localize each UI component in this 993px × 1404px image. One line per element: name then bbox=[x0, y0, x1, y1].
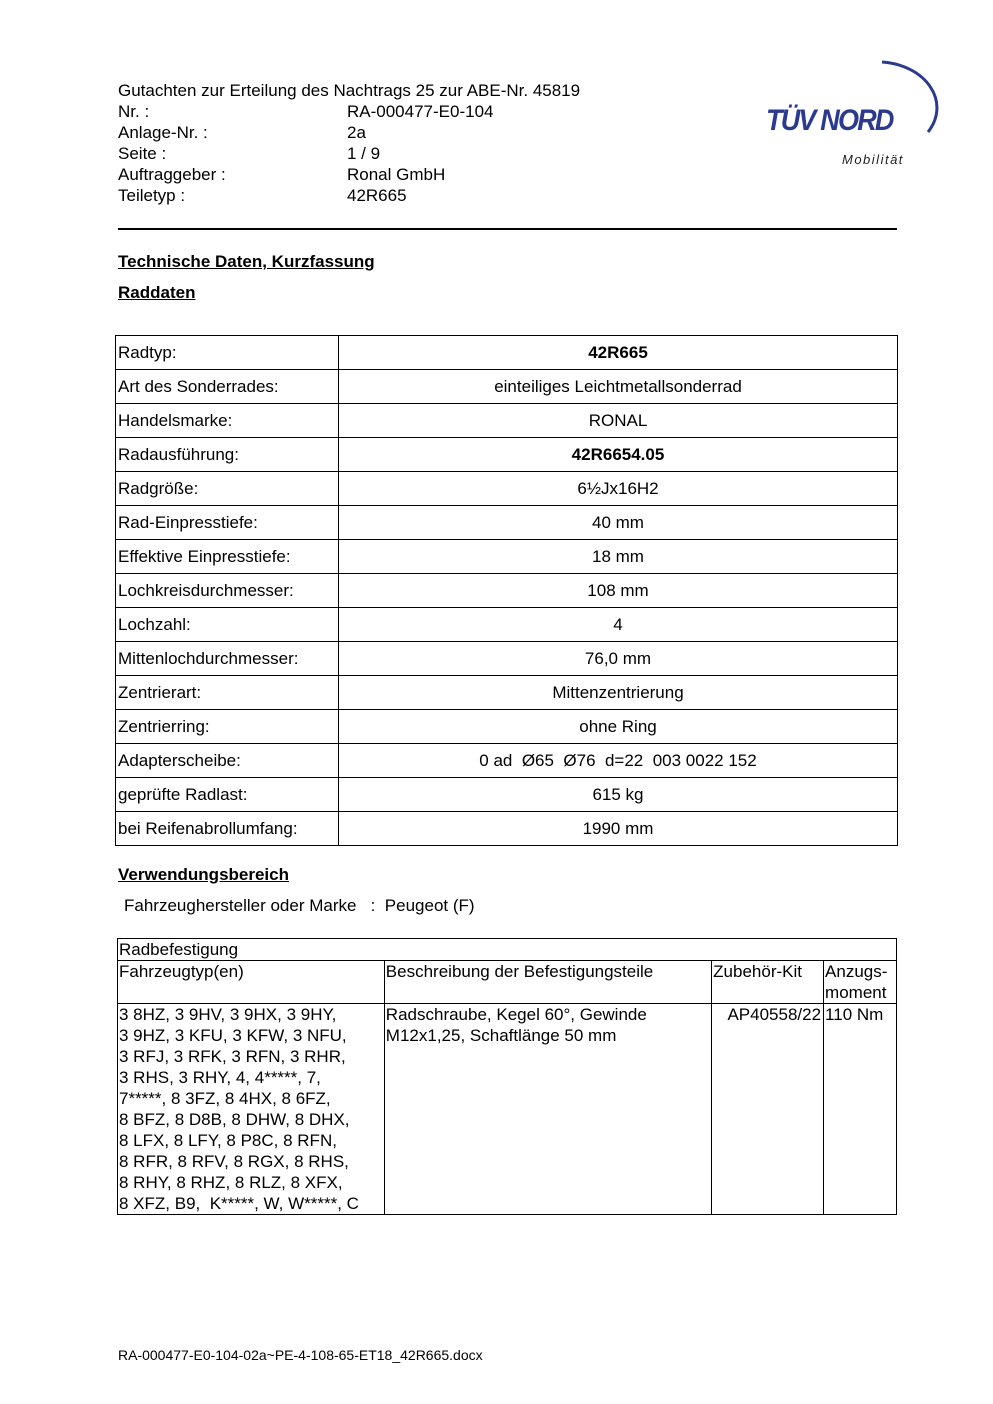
row-value: RONAL bbox=[339, 404, 898, 438]
row-value: 108 mm bbox=[339, 574, 898, 608]
wheel-data-table bbox=[115, 335, 898, 846]
vehicle-type-line: 3 RHS, 3 RHY, 4, 4*****, 7, bbox=[119, 1068, 321, 1087]
table-row bbox=[116, 336, 898, 370]
header-value: 42R665 bbox=[347, 186, 407, 205]
section-heading-tech: Technische Daten, Kurzfassung bbox=[118, 252, 375, 271]
vehicle-type-line: 8 RHY, 8 RHZ, 8 RLZ, 8 XFX, bbox=[119, 1173, 343, 1192]
tuev-nord-logo bbox=[760, 56, 940, 172]
table-row bbox=[116, 812, 898, 846]
table-row bbox=[116, 710, 898, 744]
row-label: Rad-Einpresstiefe: bbox=[116, 506, 339, 540]
table-header-row bbox=[118, 961, 897, 1004]
row-label: Lochkreisdurchmesser: bbox=[116, 574, 339, 608]
footer-filename: RA-000477-E0-104-02a~PE-4-108-65-ET18_42R665.docx bbox=[118, 1347, 483, 1363]
table-row bbox=[116, 506, 898, 540]
row-label: Mittenlochdurchmesser: bbox=[116, 642, 339, 676]
table-row bbox=[116, 744, 898, 778]
kit-cell: AP40558/22 bbox=[712, 1004, 824, 1215]
table-row bbox=[116, 540, 898, 574]
table-row bbox=[116, 370, 898, 404]
document-header bbox=[118, 80, 580, 206]
manufacturer-label: Fahrzeughersteller oder Marke bbox=[124, 896, 357, 915]
description-cell bbox=[384, 1004, 711, 1215]
vehicle-type-line: 8 RFR, 8 RFV, 8 RGX, 8 RHS, bbox=[119, 1152, 349, 1171]
table-row bbox=[116, 642, 898, 676]
manufacturer-line: Fahrzeughersteller oder Marke : Peugeot (F) bbox=[124, 896, 475, 915]
table-row bbox=[116, 472, 898, 506]
header-divider bbox=[118, 228, 897, 230]
description-line: M12x1,25, Schaftlänge 50 mm bbox=[385, 1026, 617, 1045]
row-label: Radgröße: bbox=[116, 472, 339, 506]
header-value: 2a bbox=[347, 123, 366, 142]
vehicle-type-line: 3 8HZ, 3 9HV, 3 9HX, 3 9HY, bbox=[119, 1005, 337, 1024]
table-title: Radbefestigung bbox=[118, 939, 897, 961]
header-field-nr bbox=[118, 101, 580, 122]
logo-wordmark: TÜV NORD bbox=[766, 104, 893, 137]
row-label: Radausführung: bbox=[116, 438, 339, 472]
section-heading-raddaten: Raddaten bbox=[118, 283, 196, 302]
table-row bbox=[116, 404, 898, 438]
header-line: Anzugs- bbox=[825, 962, 888, 981]
row-value: einteiliges Leichtmetallsonderrad bbox=[339, 370, 898, 404]
table-row bbox=[116, 574, 898, 608]
table-title-row bbox=[118, 939, 897, 961]
column-header-vehicle-types: Fahrzeugtyp(en) bbox=[118, 961, 385, 1004]
row-value: 4 bbox=[339, 608, 898, 642]
row-value: 76,0 mm bbox=[339, 642, 898, 676]
vehicle-type-line: 3 RFJ, 3 RFK, 3 RFN, 3 RHR, bbox=[119, 1047, 346, 1066]
manufacturer-value: Peugeot (F) bbox=[384, 896, 475, 915]
header-field-anlage bbox=[118, 122, 580, 143]
table-row bbox=[116, 608, 898, 642]
row-value: Mittenzentrierung bbox=[339, 676, 898, 710]
row-label: Lochzahl: bbox=[116, 608, 339, 642]
table-row bbox=[116, 676, 898, 710]
row-label: Zentrierring: bbox=[116, 710, 339, 744]
row-value: 0 ad Ø65 Ø76 d=22 003 0022 152 bbox=[339, 744, 898, 778]
vehicle-type-line: 8 LFX, 8 LFY, 8 P8C, 8 RFN, bbox=[119, 1131, 337, 1150]
row-label: Zentrierart: bbox=[116, 676, 339, 710]
column-header-description: Beschreibung der Befestigungsteile bbox=[384, 961, 711, 1004]
column-header-kit: Zubehör-Kit bbox=[712, 961, 824, 1004]
row-label: bei Reifenabrollumfang: bbox=[116, 812, 339, 846]
header-field-teiletyp bbox=[118, 185, 580, 206]
header-label: Teiletyp : bbox=[118, 186, 186, 205]
header-label: Seite : bbox=[118, 144, 167, 163]
row-label: Art des Sonderrades: bbox=[116, 370, 339, 404]
header-value: RA-000477-E0-104 bbox=[347, 102, 494, 121]
column-header-torque bbox=[824, 961, 897, 1004]
row-value: 40 mm bbox=[339, 506, 898, 540]
vehicle-type-line: 8 BFZ, 8 D8B, 8 DHW, 8 DHX, bbox=[119, 1110, 350, 1129]
row-value: 6½Jx16H2 bbox=[339, 472, 898, 506]
header-label: Auftraggeber : bbox=[118, 165, 226, 184]
torque-cell: 110 Nm bbox=[824, 1004, 897, 1215]
row-value: 18 mm bbox=[339, 540, 898, 574]
vehicle-type-line: 7*****, 8 3FZ, 8 4HX, 8 6FZ, bbox=[119, 1089, 331, 1108]
document-title: Gutachten zur Erteilung des Nachtrags 25 zur ABE-Nr. 45819 bbox=[118, 81, 581, 100]
header-field-auftraggeber bbox=[118, 164, 580, 185]
row-label: Radtyp: bbox=[116, 336, 339, 370]
vehicle-types-cell bbox=[118, 1004, 385, 1215]
row-label: Adapterscheibe: bbox=[116, 744, 339, 778]
header-value: 1 / 9 bbox=[347, 144, 381, 163]
header-label: Nr. : bbox=[118, 102, 150, 121]
table-row bbox=[116, 438, 898, 472]
row-label: Effektive Einpresstiefe: bbox=[116, 540, 339, 574]
wheel-attachment-table bbox=[117, 938, 897, 1215]
row-value: 42R6654.05 bbox=[339, 438, 898, 472]
description-line: Radschraube, Kegel 60°, Gewinde bbox=[385, 1005, 647, 1024]
header-value: Ronal GmbH bbox=[347, 165, 446, 184]
header-label: Anlage-Nr. : bbox=[118, 123, 208, 142]
logo-subtitle: Mobilität bbox=[842, 152, 904, 167]
row-value: 1990 mm bbox=[339, 812, 898, 846]
table-row bbox=[118, 1004, 897, 1215]
vehicle-type-line: 3 9HZ, 3 KFU, 3 KFW, 3 NFU, bbox=[119, 1026, 347, 1045]
row-value: 615 kg bbox=[339, 778, 898, 812]
section-heading-verwendung: Verwendungsbereich bbox=[118, 865, 289, 884]
header-field-seite bbox=[118, 143, 580, 164]
header-line: moment bbox=[825, 983, 887, 1002]
vehicle-type-line: 8 XFZ, B9, K*****, W, W*****, C bbox=[119, 1194, 359, 1213]
row-value: 42R665 bbox=[339, 336, 898, 370]
row-label: Handelsmarke: bbox=[116, 404, 339, 438]
row-label: geprüfte Radlast: bbox=[116, 778, 339, 812]
table-row bbox=[116, 778, 898, 812]
row-value: ohne Ring bbox=[339, 710, 898, 744]
